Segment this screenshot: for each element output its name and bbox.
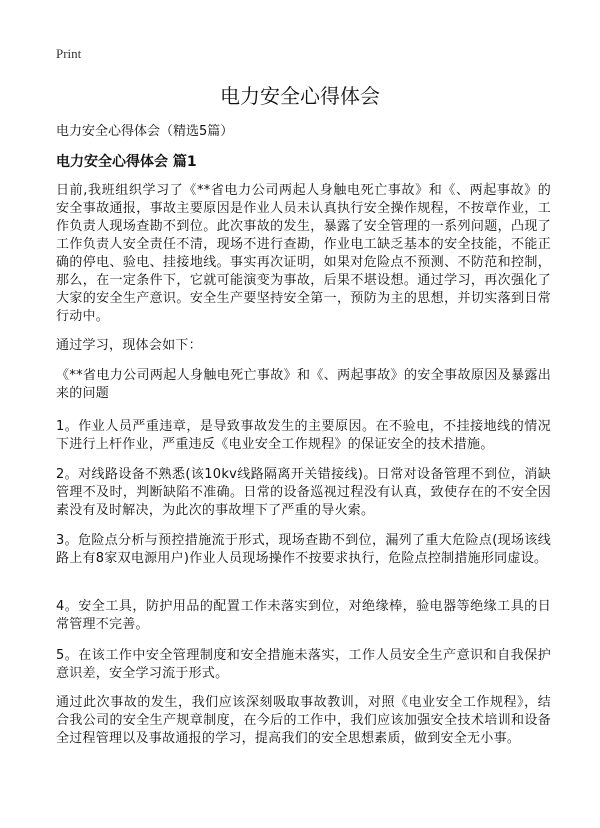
print-link[interactable]: Print <box>56 46 82 61</box>
page-title: 电力安全心得体会 <box>220 84 380 108</box>
document-subtitle: 电力安全心得体会（精选5篇） <box>56 124 234 139</box>
paragraph-intro: 日前,我班组织学习了《**省电力公司两起人身触电死亡事故》和《、两起事故》的安全事故通报，事故主要原因是作业人员未认真执行安全操作规程，不按章作业，工作负责人现场查勘不到位。此次事故的发生，暴露了安全管理的一系列问题，凸现了工作负责人安全责任不清，现场不进行查勘，作业电工缺乏基本的安全技能，不能正确的停电、验电、挂接地线。事实再次证明，如果对危险点不预测、不防范和控制，那么，在一定条件下，它就可能演变为事故，后果不堪设想。通过学习，再次强化了大家的安全生产意识。安全生产要坚持安全第一，预防为主的思想，并切实落到日常行动中。 <box>56 183 551 324</box>
paragraph-item-3: 3。危险点分析与预控措施流于形式，现场查勘不到位，漏列了重大危险点(现场该线路上有8家双电源用户)作业人员现场操作不按要求执行，危险点控制措施形同虚设。 <box>56 533 551 566</box>
paragraph-lead-in: 通过学习，现体会如下： <box>56 338 202 353</box>
paragraph-issues-heading: 《**省电力公司两起人身触电死亡事故》和《、两起事故》的安全事故原因及暴露出来的问题 <box>56 368 551 401</box>
section-heading: 电力安全心得体会 篇1 <box>56 154 197 170</box>
paragraph-item-4: 4。安全工具，防护用品的配置工作未落实到位，对绝缘棒，验电器等绝缘工具的日常管理不完善。 <box>56 599 551 632</box>
paragraph-conclusion: 通过此次事故的发生，我们应该深刻吸取事故教训，对照《电业安全工作规程》，结合我公司的安全生产规章制度，在今后的工作中，我们应该加强安全技术培训和设备全过程管理以及事故通报的学习，提高我们的安全思想素质，做到安全无小事。 <box>56 695 551 746</box>
paragraph-item-5: 5。在该工作中安全管理制度和安全措施未落实，工作人员安全生产意识和自我保护意识差，安全学习流于形式。 <box>56 648 551 681</box>
paragraph-item-2: 2。对线路设备不熟悉(该10kv线路隔离开关错接线)。日常对设备管理不到位，消缺管理不及时，判断缺陷不准确。日常的设备巡视过程没有认真，致使存在的不安全因素没有及时解决，为此次的事故埋下了严重的导火索。 <box>56 467 551 518</box>
paragraph-item-1: 1。作业人员严重违章，是导致事故发生的主要原因。在不验电，不挂接地线的情况下进行上杆作业，严重违反《电业安全工作规程》的保证安全的技术措施。 <box>56 419 551 452</box>
